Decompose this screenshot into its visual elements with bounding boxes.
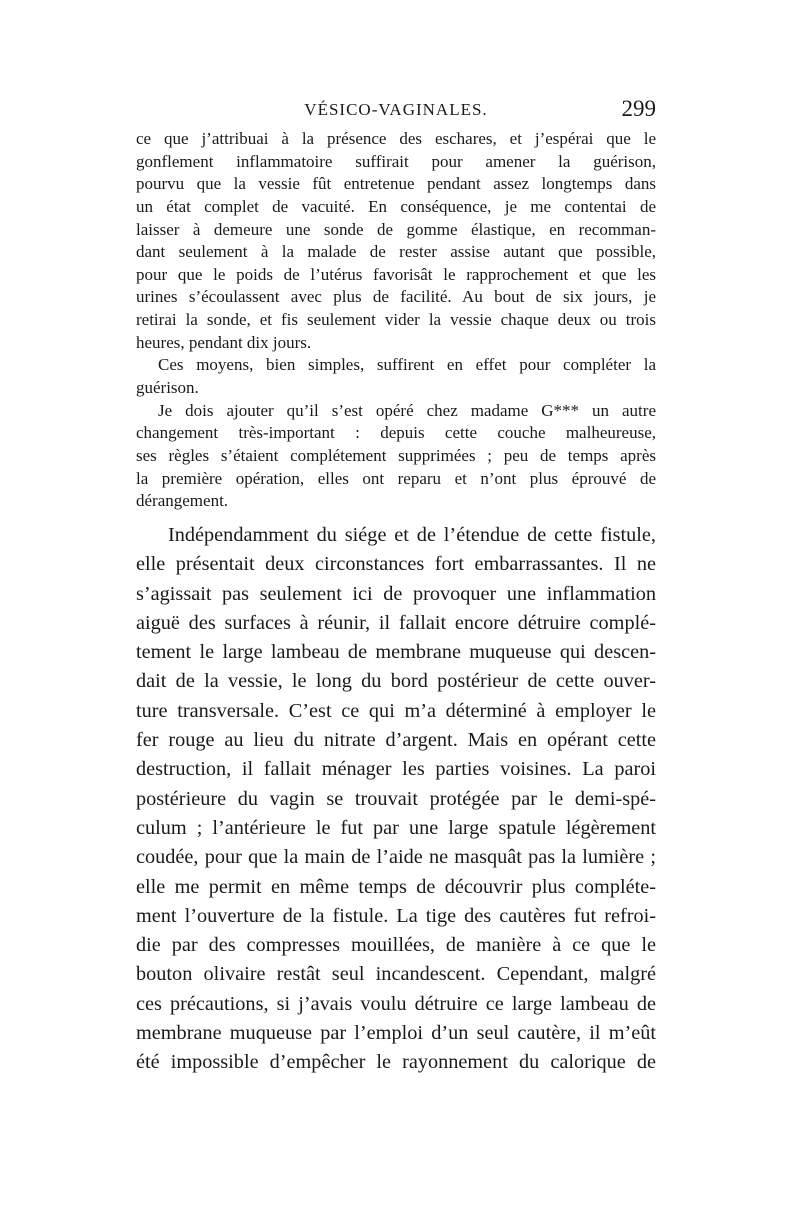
text-line: dant seulement à la malade de rester assise autant que possible,: [136, 242, 656, 262]
text-line: heures, pendant dix jours.: [136, 332, 312, 352]
text-line: ture transversale. C’est ce qui m’a déterminé à employer le: [136, 699, 656, 722]
text-line: retirai la sonde, et fis seulement vider la vessie chaque deux ou trois: [136, 310, 656, 330]
text-line: membrane muqueuse par l’emploi d’un seul cautère, il m’eût: [136, 1022, 656, 1045]
text-line: s’agissait pas seulement ici de provoquer une inflammation: [136, 582, 656, 605]
text-line: elle me permit en même temps de découvrir plus compléte-: [136, 875, 656, 898]
text-line: fer rouge au lieu du nitrate d’argent. Mais en opérant cette: [136, 729, 656, 752]
large-print-block: [136, 521, 656, 1078]
text-line: postérieure du vagin se trouvait protégée par le demi-spé-: [136, 787, 656, 810]
text-line: dérangement.: [136, 491, 229, 511]
text-line: été impossible d’empêcher le rayonnement du calorique de: [136, 1051, 656, 1074]
text-line: die par des compresses mouillées, de manière à ce que le: [136, 934, 656, 957]
text-line: coudée, pour que la main de l’aide ne masquât pas la lumière ;: [136, 846, 656, 869]
running-title: VÉSICO-VAGINALES.: [304, 100, 488, 119]
text-line: un état complet de vacuité. En conséquence, je me contentai de: [136, 196, 656, 216]
text-line: dait de la vessie, le long du bord postérieur de cette ouver-: [136, 670, 656, 693]
text-line: aiguë des surfaces à réunir, il fallait encore détruire complé-: [136, 611, 656, 634]
text-line: destruction, il fallait ménager les parties voisines. La paroi: [136, 758, 656, 781]
page-number: 299: [621, 96, 656, 121]
text-line: pour que le poids de l’utérus favorisât le rapprochement et que les: [136, 264, 656, 284]
text-line: urines s’écoulassent avec plus de facilité. Au bout de six jours, je: [136, 287, 656, 307]
text-line: ment l’ouverture de la fistule. La tige des cautères fut refroi-: [136, 904, 656, 927]
text-line: guérison.: [136, 378, 199, 398]
text-line: pourvu que la vessie fût entretenue pendant assez longtemps dans: [136, 174, 656, 194]
small-print-block: [136, 128, 656, 513]
running-head: [136, 96, 656, 124]
text-line: Ces moyens, bien simples, suffirent en effet pour compléter la: [158, 355, 656, 375]
text-line: Indépendamment du siége et de l’étendue de cette fistule,: [168, 524, 656, 546]
text-line: laisser à demeure une sonde de gomme élastique, en recomman-: [136, 219, 656, 239]
text-line: culum ; l’antérieure le fut par une large spatule légèrement: [136, 816, 656, 839]
text-line: gonflement inflammatoire suffirait pour amener la guérison,: [136, 151, 656, 171]
text-line: elle présentait deux circonstances fort embarrassantes. Il ne: [136, 553, 656, 576]
text-line: changement très-important : depuis cette couche malheureuse,: [136, 423, 656, 443]
text-line: ses règles s’étaient complétement supprimées ; peu de temps après: [136, 445, 656, 465]
text-line: ce que j’attribuai à la présence des eschares, et j’espérai que le: [136, 129, 656, 148]
text-line: Je dois ajouter qu’il s’est opéré chez madame G*** un autre: [158, 400, 656, 420]
text-line: bouton olivaire restât seul incandescent. Cependant, malgré: [136, 963, 656, 986]
text-line: ces précautions, si j’avais voulu détruire ce large lambeau de: [136, 992, 656, 1015]
text-line: la première opération, elles ont reparu et n’ont plus éprouvé de: [136, 468, 656, 488]
text-line: tement le large lambeau de membrane muqueuse qui descen-: [136, 641, 656, 664]
